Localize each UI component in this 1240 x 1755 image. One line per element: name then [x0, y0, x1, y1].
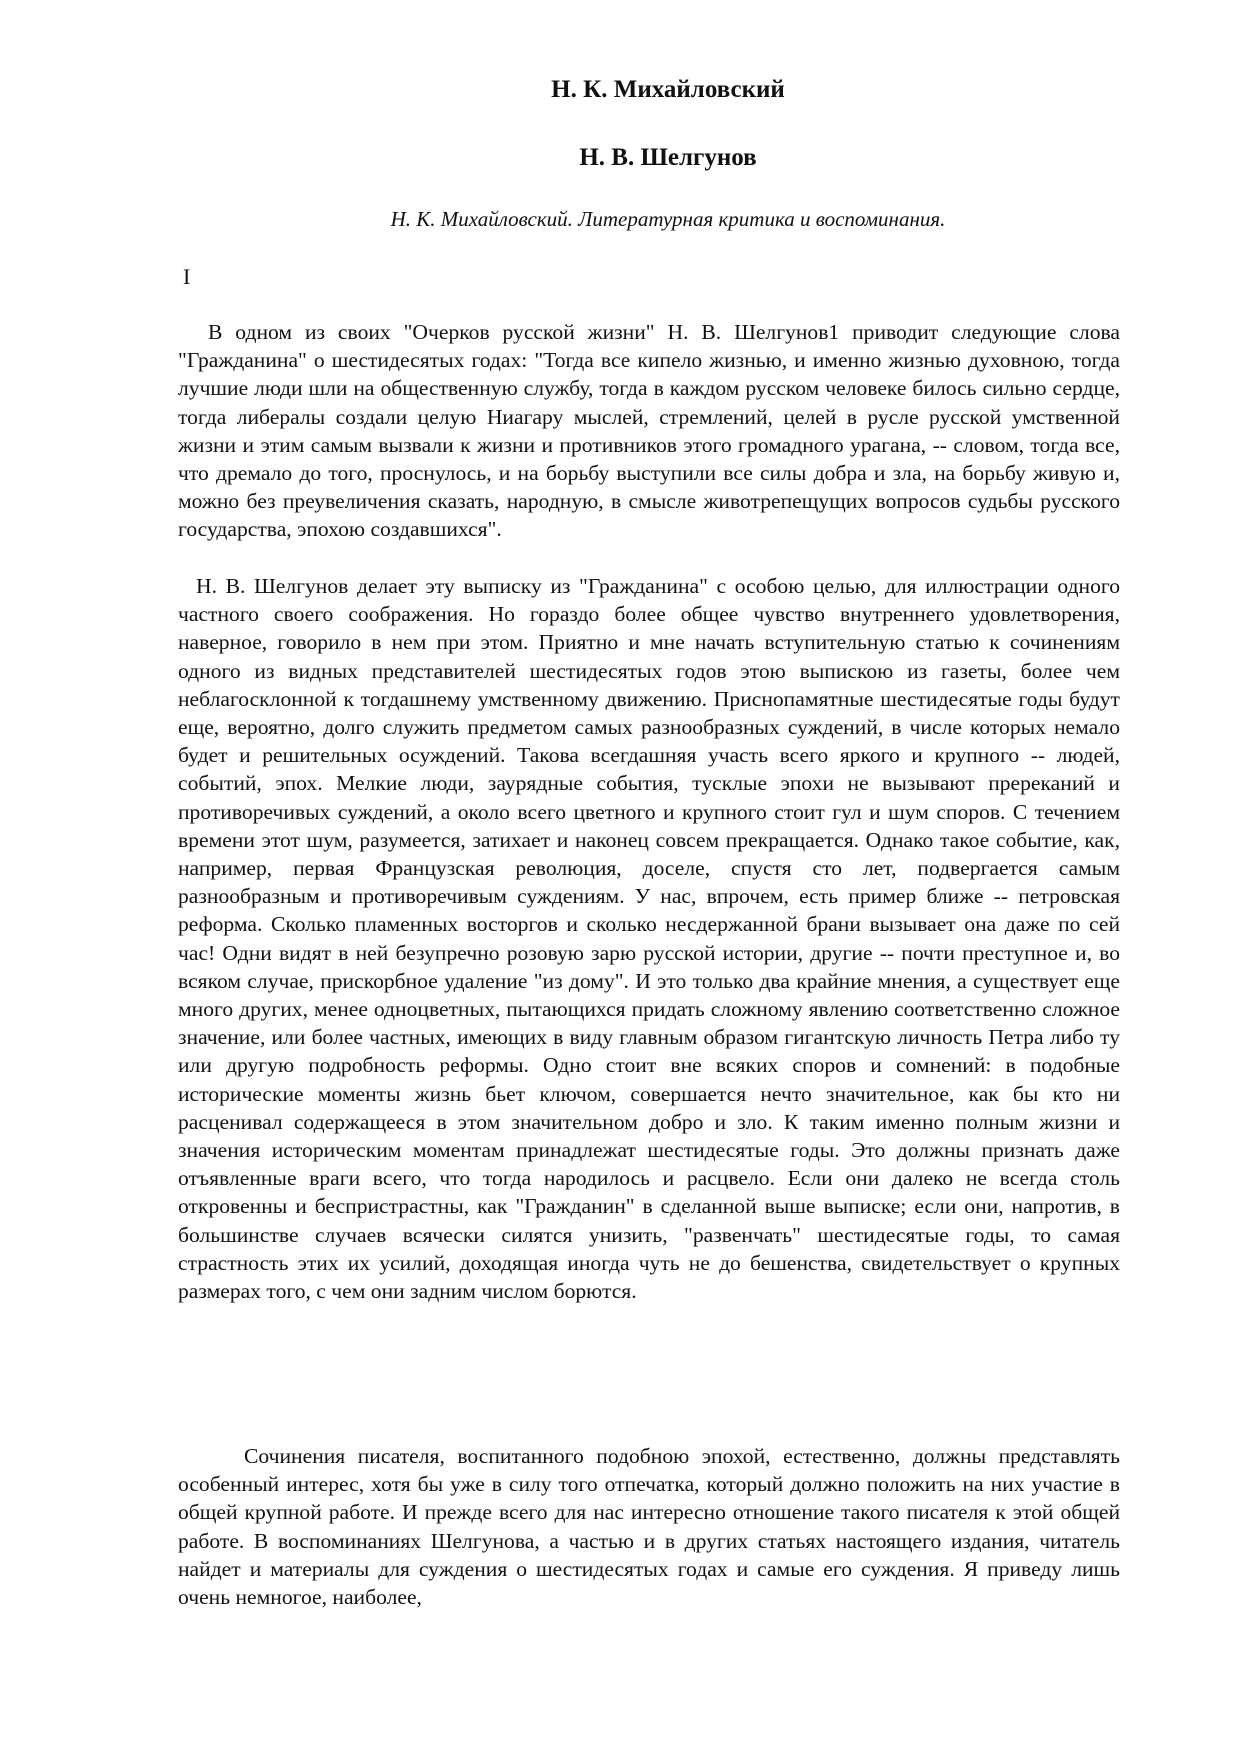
- paragraph-2: Н. В. Шелгунов делает эту выписку из "Гражданина" с особою целью, для иллюстрации одного частного своего соображения. Но гораздо более общее чувство внутреннего удовлетворения, наверное, говорило в нем при этом. Приятно и мне начать вступительную статью к сочинениям одного из видных представителей шестидесятых годов этою выпискою из газеты, более чем неблагосклонной к тогдашнему умственному движению. Приснопамятные шестидесятые годы будут еще, вероятно, долго служить предметом самых разнообразных суждений, в числе которых немало будет и решительных осуждений. Такова всегдашняя участь всего яркого и крупного -- людей, событий, эпох. Мелкие люди, заурядные события, тусклые эпохи не вызывают пререканий и противоречивых суждений, а около всего цветного и крупного стоит гул и шум споров. С течением времени этот шум, разумеется, затихает и наконец совсем прекращается. Однако такое событие, как, например, первая Французская революция, доселе, спустя сто лет, подвергается самым разнообразным и противоречивым суждениям. У нас, впрочем, есть пример ближе -- петровская реформа. Сколько пламенных восторгов и сколько несдержанной брани вызывает она даже по сей час! Одни видят в ней безупречно розовую зарю русской истории, другие -- почти преступное и, во всяком случае, прискорбное удаление "из дому". И это только два крайние мнения, а существует еще много других, менее одноцветных, пытающихся придать сложному явлению соответственно сложное значение, или более частных, имеющих в виду главным образом гигантскую личность Петра либо ту или другую подробность реформы. Одно стоит вне всяких споров и сомнений: в подобные исторические моменты жизнь бьет ключом, совершается нечто значительное, как бы кто ни расценивал содержащееся в этом значительном добро и зло. К таким именно полным жизни и значения историческим моментам принадлежат шестидесятые годы. Это должны признать даже отъявленные враги всего, что тогда народилось и расцвело. Если они далеко не всегда столь откровенны и беспристрастны, как "Гражданин" в сделанной выше выписке; если они, напротив, в большинстве случаев всячески силятся унизить, "развенчать" шестидесятые годы, то самая страстность этих их усилий, доходящая иногда чуть не до бешенства, свидетельствует о крупных размерах того, с чем они задним числом борются.: [178, 574, 1120, 1304]
- source-line: Н. К. Михайловский. Литературная критика и воспоминания.: [390, 207, 946, 231]
- paragraph-3: Сочинения писателя, воспитанного подобною эпохой, естественно, должны представлять особенный интерес, хотя бы уже в силу того отпечатка, который должно положить на них участие в общей крупной работе. И прежде всего для нас интересно отношение такого писателя к этой общей работе. В воспоминаниях Шелгунова, а частью и в других статьях настоящего издания, читатель найдет и материалы для суждения о шестидесятых годах и самые его суждения. Я приведу лишь очень немногое, наиболее,: [178, 1444, 1120, 1610]
- section-number: I: [183, 264, 191, 289]
- author-heading: Н. К. Михайловский: [551, 76, 785, 103]
- paragraph-1: В одном из своих "Очерков русской жизни" Н. В. Шелгунов1 приводит следующие слова "Гражданина" о шестидесятых годах: "Тогда все кипело жизнью, и именно жизнью духовною, тогда лучшие люди шли на общественную службу, тогда в каждом русском человеке билось сильно сердце, тогда либералы создали целую Ниагару мыслей, стремлений, целей в русле русской умственной жизни и этим самым вызвали к жизни и противников этого громадного урагана, -- словом, тогда все, что дремало до того, проснулось, и на борьбу выступили все силы добра и зла, на борьбу живую и, можно без преувеличения сказать, народную, в смысле животрепещущих вопросов судьбы русского государства, эпохою создавшихся".: [178, 320, 1120, 542]
- article-title: Н. В. Шелгунов: [579, 144, 757, 171]
